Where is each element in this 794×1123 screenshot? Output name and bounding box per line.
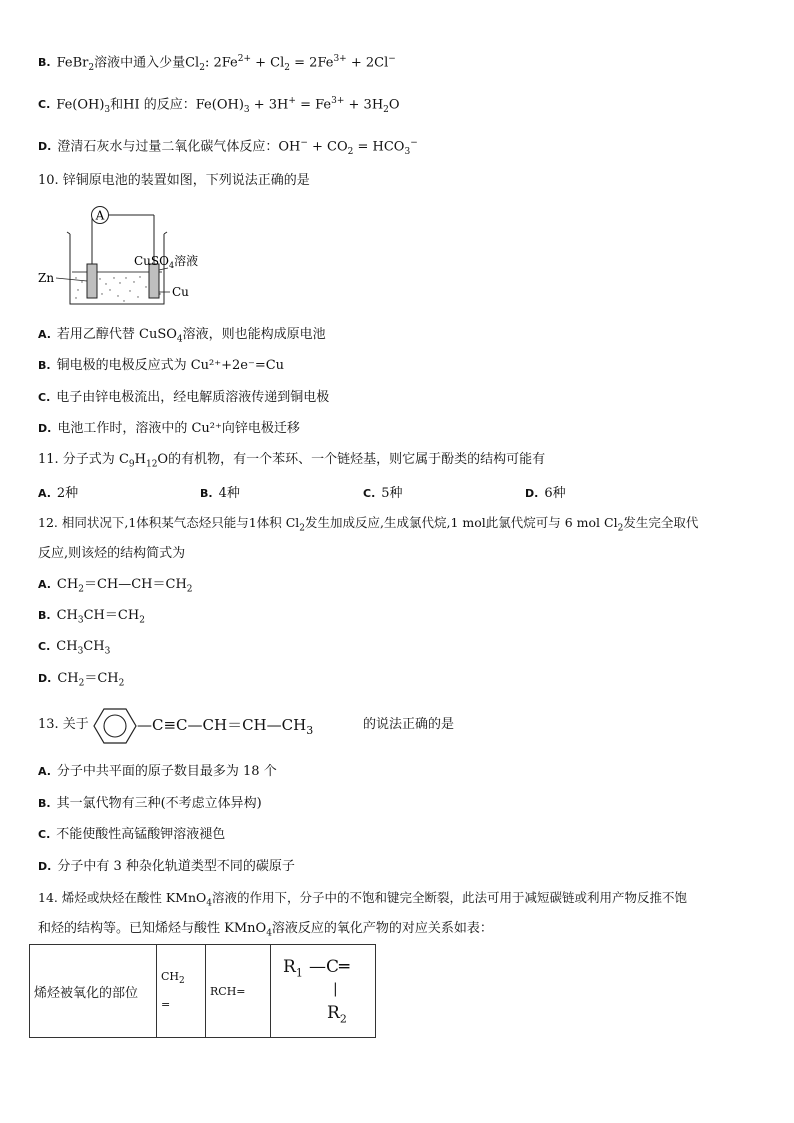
q14-stem-line1: 14. 烯烃或炔烃在酸性 KMnO$_4$溶液的作用下，分子中的不饱和键完全断裂，此法可用于减短碳链或利用产物反推不饱 — [38, 890, 688, 909]
benzene-ring-icon — [93, 706, 137, 746]
zinc-label: Zn — [38, 271, 55, 285]
q12-stem-line1: 12. 相同状况下,1体积某气态烃只能与1体积 $Cl_2$发生加成反应,生成氯代烷,1 mol此氯代烷可与 6 mol $Cl_2$发生完全取代 — [38, 515, 699, 534]
q12-option-b: B. $CH_3CH=CH_2$ — [38, 608, 145, 626]
q13-stem-post: 的说法正确的是 — [363, 717, 455, 732]
q13-option-d: D. 分子中有 3 种杂化轨道类型不同的碳原子 — [38, 859, 295, 874]
q12-option-c: C. $CH_3CH_3$ — [38, 639, 111, 657]
copper-electrode — [149, 264, 159, 298]
q14-stem-line2: 和烃的结构等。已知烯烃与酸性 KMnO$_4$溶液反应的氧化产物的对应关系如表： — [38, 921, 493, 939]
q12-option-d: D. $CH_2=CH_2$ — [38, 671, 125, 689]
q10-option-d: D. 电池工作时，溶液中的 Cu²⁺向锌电极迁移 — [38, 421, 300, 436]
q13-option-b: B. 其一氯代物有三种(不考虑立体异构) — [38, 796, 262, 811]
q12-option-a: A. $CH_2=CH—CH=CH_2$ — [38, 577, 193, 595]
table-row — [30, 945, 376, 1038]
q10-option-c: C. 电子由锌电极流出，经电解质溶液传递到铜电极 — [38, 390, 330, 405]
q9-option-d: D. 澄清石灰水与过量二氧化碳气体反应：$OH^- + CO_2 = HCO_3^-$ — [38, 138, 418, 157]
q13-stem-pre: 13. 关于 — [38, 717, 89, 732]
table-cell-ch2: $CH_2$ = — [157, 945, 206, 1038]
q10-stem: 10. 锌铜原电池的装置如图，下列说法正确的是 — [38, 173, 310, 188]
q10-option-b: B. 铜电极的电极反应式为 Cu²⁺+2e⁻=Cu — [38, 358, 285, 373]
oxidation-table — [29, 944, 376, 1038]
q9-option-c: C. $Fe(OH)_3$和HI 的反应：$Fe(OH)_3 + 3H^+ = Fe^{3+} + 3H_2O$ — [38, 96, 400, 115]
ammeter-label: A — [95, 208, 105, 223]
q11-option-c: C. 5种 — [363, 486, 403, 501]
table-cell-r1r2c: $R_1$ —C═ | $R_2$ — [271, 945, 376, 1038]
table-header-cell: 烯烃被氧化的部位 — [30, 945, 157, 1038]
q13-option-c: C. 不能使酸性高锰酸钾溶液褪色 — [38, 827, 226, 842]
q11-option-a: A. 2种 — [38, 486, 79, 501]
q13-option-a: A. 分子中共平面的原子数目最多为 18 个 — [38, 764, 277, 779]
table-cell-rch: RCH= — [206, 945, 271, 1038]
q12-stem-line2: 反应,则该烃的结构简式为 — [38, 546, 186, 561]
zinc-electrode — [87, 264, 97, 298]
q11-stem: 11. 分子式为 $C_9H_{12}O$的有机物，有一个苯环、一个链烃基，则它属于酚类的结构可能有 — [38, 452, 546, 470]
q11-option-b: B. 4种 — [200, 486, 240, 501]
zinc-copper-cell-diagram — [36, 202, 216, 312]
q9-option-b: B. FeBr$_2$溶液中通入少量$Cl_2$: $2Fe^{2+} + Cl_2 = 2Fe^{3+} + 2Cl^-$ — [38, 54, 396, 73]
copper-label: Cu — [172, 285, 189, 299]
q13-structure: $—C\equiv C—CH=CH—CH_3$ — [137, 716, 314, 737]
solution-label: CuSO$_4$溶液 — [134, 254, 199, 270]
q10-option-a: A. 若用乙醇代替 CuSO$_4$溶液，则也能构成原电池 — [38, 327, 326, 345]
q11-option-d: D. 6种 — [525, 486, 566, 501]
